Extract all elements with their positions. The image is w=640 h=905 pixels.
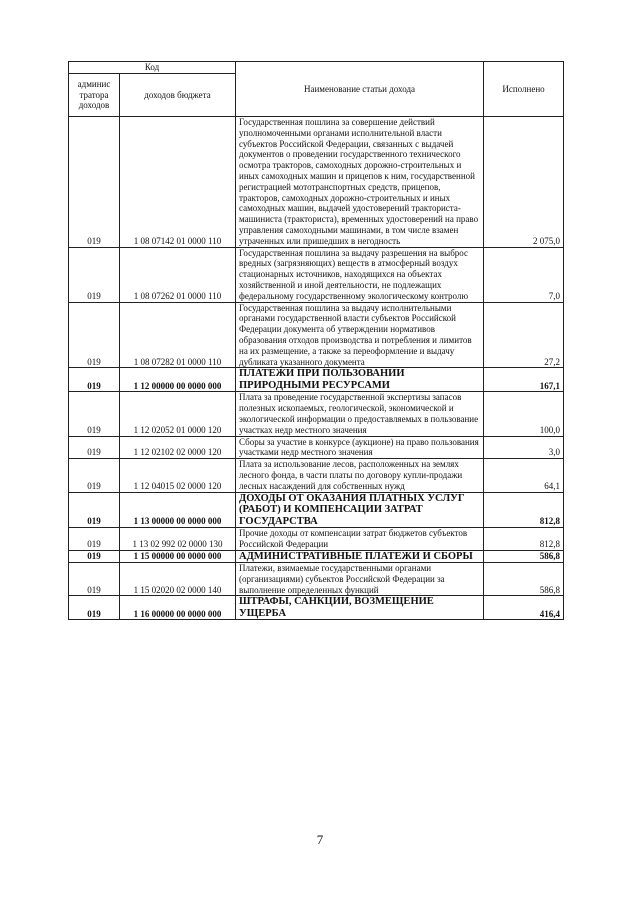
revenue-name-cell: Государственная пошлина за выдачу разрешения на выброс вредных (загрязняющих) веществ в атмосферный воздух стационарных источников, находящихся на объектах хозяйственной и иной деятельности, не подлежащих федеральному государственному экологическому контролю <box>236 247 484 302</box>
executed-amount-cell: 64,1 <box>484 459 564 492</box>
admin-code-cell: 019 <box>69 368 120 392</box>
table-header-row <box>69 62 564 74</box>
table-row <box>69 368 564 392</box>
budget-code-cell: 1 12 02102 02 0000 120 <box>120 436 236 459</box>
table-row <box>69 392 564 436</box>
executed-amount-cell: 416,4 <box>484 596 564 620</box>
revenue-name-cell: ПЛАТЕЖИ ПРИ ПОЛЬЗОВАНИИ ПРИРОДНЫМИ РЕСУРСАМИ <box>236 368 484 392</box>
table-row <box>69 550 564 563</box>
admin-code-cell: 019 <box>69 392 120 436</box>
table-row <box>69 459 564 492</box>
revenue-name-cell: АДМИНИСТРАТИВНЫЕ ПЛАТЕЖИ И СБОРЫ <box>236 550 484 563</box>
admin-code-cell: 019 <box>69 528 120 551</box>
budget-code-cell: 1 13 02 992 02 0000 130 <box>120 528 236 551</box>
revenue-name-cell: Государственная пошлина за выдачу исполнительными органами государственной власти субъектов Российской Федерации документа об утверждении нормативов образования отходов производства и потребления и лимитов на их размещение, а также за переоформление и выдачу дубликата указанного документа <box>236 302 484 368</box>
table-row <box>69 528 564 551</box>
budget-code-cell: 1 15 02020 02 0000 140 <box>120 563 236 596</box>
executed-column-header: Исполнено <box>484 62 564 117</box>
admin-code-cell: 019 <box>69 302 120 368</box>
executed-amount-cell: 812,8 <box>484 492 564 528</box>
admin-code-cell: 019 <box>69 492 120 528</box>
budget-code-cell: 1 15 00000 00 0000 000 <box>120 550 236 563</box>
budget-code-cell: 1 12 02052 01 0000 120 <box>120 392 236 436</box>
admin-code-cell: 019 <box>69 436 120 459</box>
budget-code-cell: 1 08 07142 01 0000 110 <box>120 117 236 248</box>
table-body <box>69 117 564 620</box>
executed-amount-cell: 586,8 <box>484 563 564 596</box>
revenue-name-cell: Плата за использование лесов, расположенных на землях лесного фонда, в части платы по договору купли-продажи лесных насаждений для собственных нужд <box>236 459 484 492</box>
executed-amount-cell: 812,8 <box>484 528 564 551</box>
revenue-name-cell: ДОХОДЫ ОТ ОКАЗАНИЯ ПЛАТНЫХ УСЛУГ (РАБОТ) И КОМПЕНСАЦИИ ЗАТРАТ ГОСУДАРСТВА <box>236 492 484 528</box>
executed-amount-cell: 586,8 <box>484 550 564 563</box>
code-group-header: Код <box>69 62 236 74</box>
budget-code-cell: 1 08 07282 01 0000 110 <box>120 302 236 368</box>
executed-amount-cell: 2 075,0 <box>484 117 564 248</box>
executed-amount-cell: 167,1 <box>484 368 564 392</box>
admin-code-cell: 019 <box>69 550 120 563</box>
admin-code-cell: 019 <box>69 459 120 492</box>
table-row <box>69 563 564 596</box>
executed-amount-cell: 27,2 <box>484 302 564 368</box>
executed-amount-cell: 7,0 <box>484 247 564 302</box>
admin-code-cell: 019 <box>69 247 120 302</box>
admin-column-header: админис тратора доходов <box>69 74 120 117</box>
revenue-name-cell: Сборы за участие в конкурсе (аукционе) на право пользования участками недр местного значения <box>236 436 484 459</box>
revenue-name-cell: Государственная пошлина за совершение действий уполномоченными органами исполнительной власти субъектов Российской Федерации, связанных с выдачей документов о проведении государственного технического осмотра тракторов, самоходных дорожно-строительных и иных самоходных машин и прицепов к ним, государственной регистрацией мототранспортных средств, прицепов, тракторов, самоходных дорожно-строительных и иных самоходных машин, выдачей удостоверений тракториста-машиниста (тракториста), временных удостоверений на право управления самоходными машинами, в том числе взамен утраченных или пришедших в негодность <box>236 117 484 248</box>
table-row <box>69 436 564 459</box>
revenue-name-cell: ШТРАФЫ, САНКЦИИ, ВОЗМЕЩЕНИЕ УЩЕРБА <box>236 596 484 620</box>
budget-code-cell: 1 13 00000 00 0000 000 <box>120 492 236 528</box>
page-number: 7 <box>316 832 324 847</box>
name-column-header: Наименование статьи дохода <box>236 62 484 117</box>
budget-code-column-header: доходов бюджета <box>120 74 236 117</box>
table-row <box>69 302 564 368</box>
admin-code-cell: 019 <box>69 596 120 620</box>
budget-code-cell: 1 08 07262 01 0000 110 <box>120 247 236 302</box>
executed-amount-cell: 100,0 <box>484 392 564 436</box>
executed-amount-cell: 3,0 <box>484 436 564 459</box>
admin-code-cell: 019 <box>69 563 120 596</box>
table-row <box>69 492 564 528</box>
budget-code-cell: 1 12 00000 00 0000 000 <box>120 368 236 392</box>
revenue-name-cell: Плата за проведение государственной экспертизы запасов полезных ископаемых, геологической, экономической и экологической информации о предоставляемых в пользование участках недр местного значения <box>236 392 484 436</box>
table-row <box>69 117 564 248</box>
budget-code-cell: 1 12 04015 02 0000 120 <box>120 459 236 492</box>
budget-code-cell: 1 16 00000 00 0000 000 <box>120 596 236 620</box>
revenue-name-cell: Платежи, взимаемые государственными органами (организациями) субъектов Российской Федерации за выполнение определенных функций <box>236 563 484 596</box>
revenue-table <box>68 61 564 620</box>
table-row <box>69 247 564 302</box>
admin-code-cell: 019 <box>69 117 120 248</box>
revenue-name-cell: Прочие доходы от компенсации затрат бюджетов субъектов Российской Федерации <box>236 528 484 551</box>
table-row <box>69 596 564 620</box>
